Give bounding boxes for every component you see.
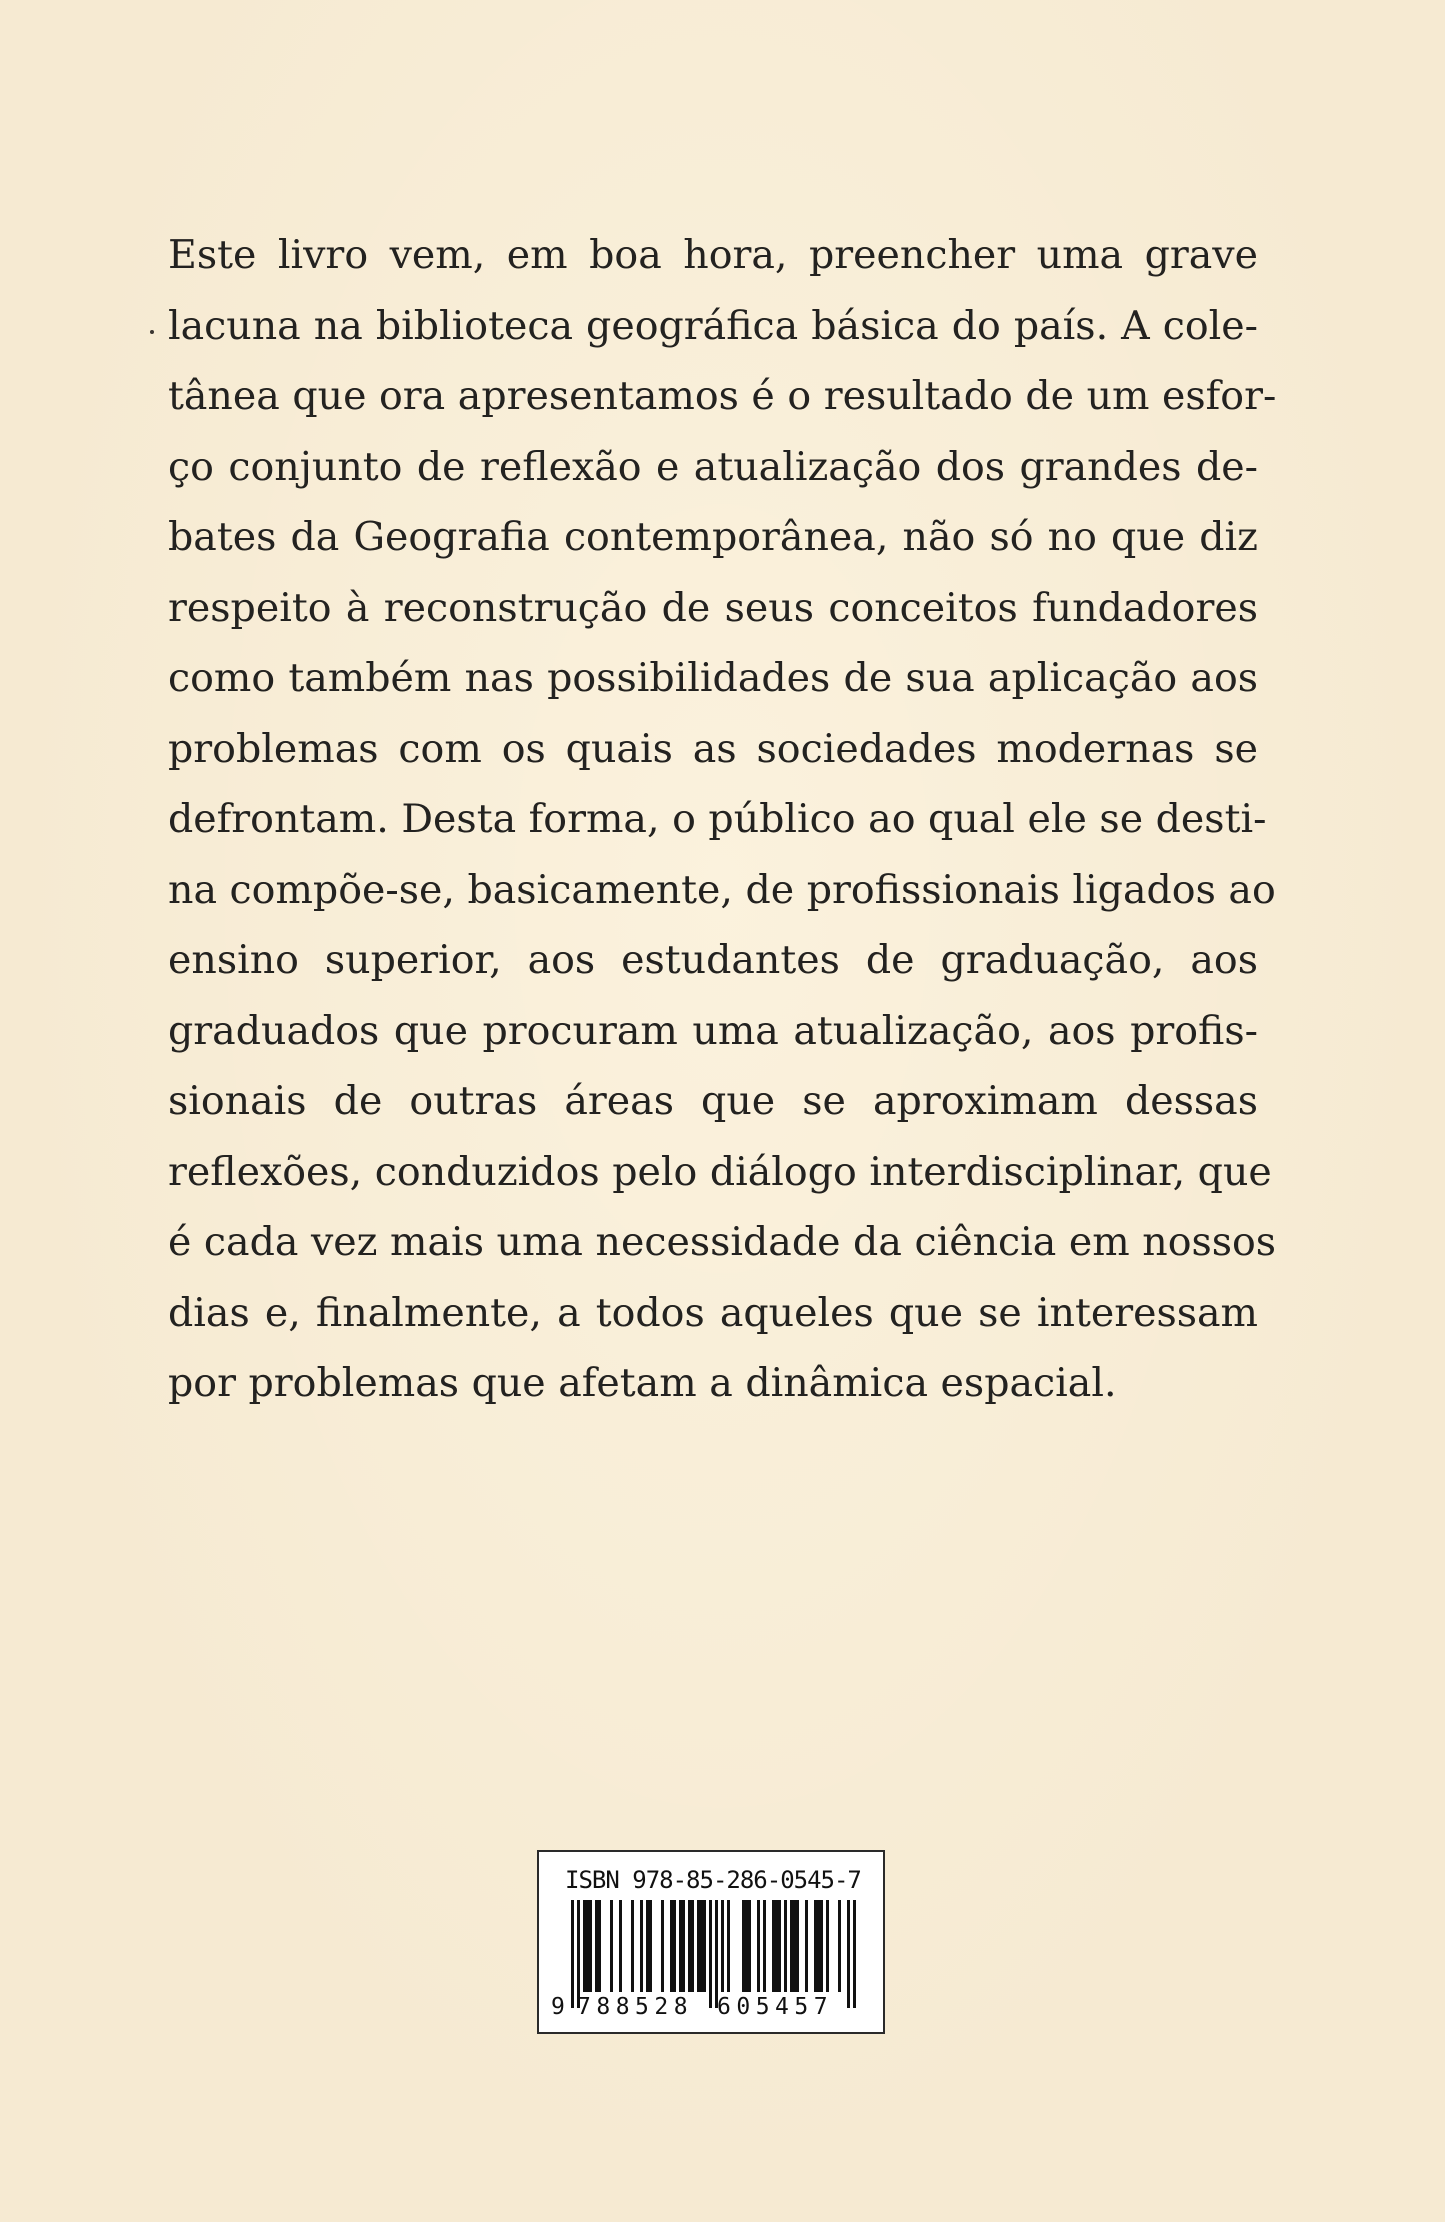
ean-digits (551, 1994, 871, 2026)
barcode-bar (688, 1900, 691, 1992)
barcode-bar (778, 1900, 781, 1992)
blurb-line: problemas com os quais as sociedades modernas se (168, 725, 1258, 772)
blurb-line: por problemas que afetam a dinâmica espacial. (168, 1360, 1117, 1406)
barcode-bar (763, 1900, 766, 1992)
barcode-bar (820, 1900, 823, 1992)
barcode-guard-bar (853, 1900, 856, 2008)
barcode-bar (682, 1900, 685, 1992)
barcode-guard-bar (571, 1900, 574, 2008)
barcode-bar (586, 1900, 589, 1992)
blurb-line: é cada vez mais uma necessidade da ciência em nossos (168, 1219, 1277, 1265)
barcode-bar (757, 1900, 760, 1992)
barcode-bar (619, 1900, 622, 1992)
barcode-bar (610, 1900, 613, 1992)
barcode-bar (583, 1900, 586, 1992)
barcode-guard-bar (709, 1900, 712, 2008)
barcode-bar (697, 1900, 700, 1992)
barcode-bar (742, 1900, 745, 1992)
barcode-bar (772, 1900, 775, 1992)
blurb-line: reflexões, conduzidos pelo diálogo interdisciplinar, que (168, 1148, 1272, 1195)
isbn-barcode (537, 1850, 885, 2034)
barcode-bar (598, 1900, 601, 1992)
blurb-line: lacuna na biblioteca geográfica básica do país. A cole- (168, 302, 1258, 349)
barcode-bar (745, 1900, 748, 1992)
barcode-bar (649, 1900, 652, 1992)
blurb-line: graduados que procuram uma atualização, aos profis- (168, 1007, 1258, 1054)
blurb-line: dias e, finalmente, a todos aqueles que se interessam (168, 1289, 1258, 1336)
back-cover-blurb (168, 220, 1277, 1419)
ean-first-digit: 9 (551, 1994, 565, 2020)
barcode-bar (721, 1900, 724, 1992)
barcode-bar (796, 1900, 799, 1992)
barcode-bar (814, 1900, 817, 1992)
barcode-bar (589, 1900, 592, 1992)
barcode-guard-bar (715, 1900, 718, 2008)
barcode-bar (661, 1900, 664, 1992)
barcode-bar (691, 1900, 694, 1992)
barcode-bar (631, 1900, 634, 1992)
isbn-label: ISBN 978-85-286-0545-7 (565, 1866, 861, 1894)
blurb-line: ço conjunto de reflexão e atualização dos grandes de- (168, 443, 1258, 490)
blurb-line: respeito à reconstrução de seus conceitos fundadores (168, 584, 1258, 631)
blurb-line: defrontam. Desta forma, o público ao qual ele se desti- (168, 796, 1267, 842)
barcode-bar (838, 1900, 841, 1992)
blurb-line: ensino superior, aos estudantes de graduação, aos (168, 937, 1258, 983)
barcode-guard-bar (847, 1900, 850, 2008)
barcode-bar (817, 1900, 820, 1992)
barcode-bar (640, 1900, 643, 1992)
barcode-bar (775, 1900, 778, 1992)
barcode-bar (646, 1900, 649, 1992)
blurb-line: como também nas possibilidades de sua aplicação aos (168, 655, 1258, 701)
barcode-bar (790, 1900, 793, 1992)
barcode-bar (805, 1900, 808, 1992)
barcode-bar (670, 1900, 673, 1992)
blurb-line: bates da Geografia contemporânea, não só no que diz (168, 514, 1258, 560)
barcode-bar (826, 1900, 829, 1992)
barcode-bar (793, 1900, 796, 1992)
blurb-line: tânea que ora apresentamos é o resultado de um esfor- (168, 373, 1277, 419)
barcode-bar (784, 1900, 787, 1992)
barcode-bar (700, 1900, 703, 1992)
barcode-bar (748, 1900, 751, 1992)
ean-right-group: 605457 (717, 1994, 834, 2020)
ean-left-group: 788528 (577, 1994, 694, 2020)
blurb-line: sionais de outras áreas que se aproximam dessas (168, 1078, 1258, 1124)
barcode-bar (703, 1900, 706, 1992)
blurb-line: Este livro vem, em boa hora, preencher uma grave (168, 232, 1258, 278)
paper-speck (150, 330, 154, 334)
barcode-bar (679, 1900, 682, 1992)
barcode-guard-bar (577, 1900, 580, 2008)
barcode-bar (673, 1900, 676, 1992)
barcode-bar (595, 1900, 598, 1992)
blurb-line: na compõe-se, basicamente, de profissionais ligados ao (168, 866, 1276, 913)
barcode-bar (727, 1900, 730, 1992)
